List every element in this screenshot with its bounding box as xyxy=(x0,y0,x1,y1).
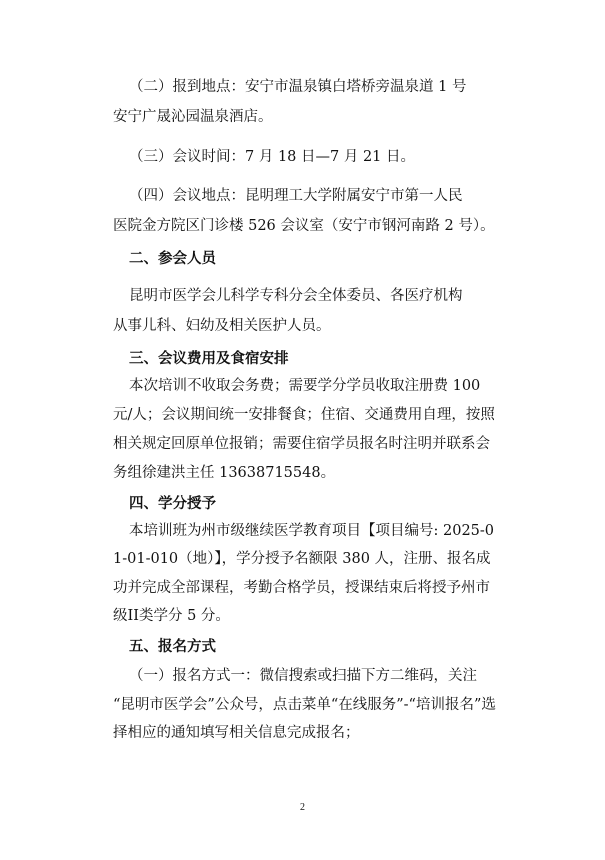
text-line: （四）会议地点：昆明理工大学附属安宁市第一人民 xyxy=(129,188,463,204)
section-heading: 五、报名方式 xyxy=(129,638,216,655)
text-line: 择相应的通知填写相关信息完成报名； xyxy=(113,725,360,741)
text-line: 昆明市医学会儿科学专科分会全体委员、各医疗机构 xyxy=(129,288,463,304)
section-heading: 四、学分授予 xyxy=(129,495,216,512)
text-line: 医院金方院区门诊楼 526 会议室（安宁市钢河南路 2 号）。 xyxy=(113,218,495,234)
text-line: 功并完成全部课程，考勤合格学员，授课结束后将授予州市 xyxy=(113,580,490,596)
text-line: 级II类学分 5 分。 xyxy=(113,608,230,624)
page-number: 2 xyxy=(300,802,305,813)
text-line: 相关规定回原单位报销；需要住宿学员报名时注明并联系会 xyxy=(113,436,490,452)
text-line: 从事儿科、妇幼及相关医护人员。 xyxy=(113,318,331,334)
text-line: （一）报名方式一：微信搜索或扫描下方二维码，关注 xyxy=(129,668,477,684)
text-line: 本培训班为州市级继续医学教育项目【项目编号: 2025-0 xyxy=(129,523,495,539)
text-line: （二）报到地点：安宁市温泉镇白塔桥旁温泉道 1 号 xyxy=(129,79,467,95)
text-line: 务组徐建洪主任 13638715548。 xyxy=(113,465,336,481)
text-line: 本次培训不收取会务费；需要学分学员收取注册费 100 xyxy=(129,378,481,394)
text-line: （三）会议时间：7 月 18 日—7 月 21 日。 xyxy=(129,149,416,165)
text-line: 元/人；会议期间统一安排餐食；住宿、交通费用自理，按照 xyxy=(113,407,495,423)
text-line: 安宁广晟沁园温泉酒店。 xyxy=(113,109,273,125)
section-heading: 二、参会人员 xyxy=(129,250,216,267)
text-line: “昆明市医学会”公众号，点击菜单“在线服务”-“培训报名”选 xyxy=(113,697,496,713)
text-line: 1-01-010（地）】，学分授予名额限 380 人，注册、报名成 xyxy=(113,551,491,567)
section-heading: 三、会议费用及食宿安排 xyxy=(129,350,289,367)
